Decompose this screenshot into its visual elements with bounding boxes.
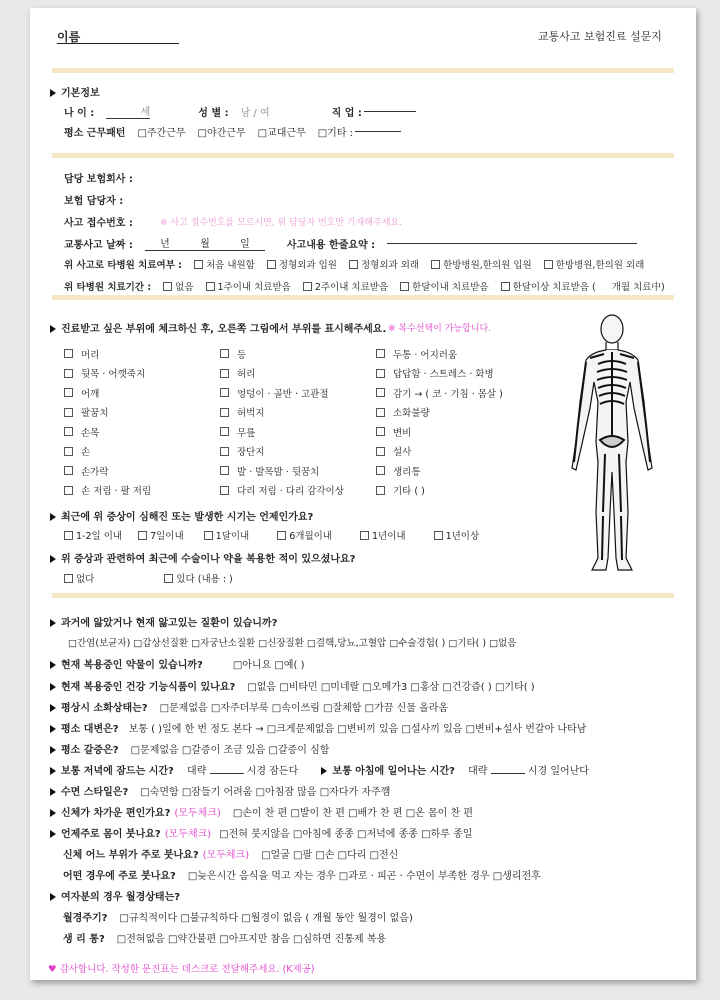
- swelling-where-row: 신체 어느 부위가 주로 붓나요? (모두체크) □얼굴 □팔 □손 □다리 □전신: [63, 850, 399, 861]
- arrow-icon: [50, 830, 56, 838]
- onset-opt-1[interactable]: 1-2일 이내: [64, 528, 122, 542]
- checkbox-icon: [220, 388, 229, 397]
- symptom-label: 어깨: [81, 388, 100, 400]
- symptom-label: 생리통: [393, 466, 421, 478]
- swelling-case-options[interactable]: □늦은시간 음식을 먹고 자는 경우 □과로 · 피곤 · 수면이 부족한 경우 □생리전후: [187, 871, 541, 882]
- symptom-col1-item[interactable]: [64, 403, 151, 423]
- arrow-icon: [50, 725, 56, 733]
- arrow-icon: [50, 513, 56, 521]
- job-field[interactable]: [364, 111, 416, 112]
- symptom-label: 두통 · 어지러움: [393, 349, 458, 361]
- shift-other-field[interactable]: [355, 131, 401, 132]
- cold-options[interactable]: □손이 찬 편 □발이 찬 편 □배가 찬 편 □온 몸이 찬 편: [232, 808, 473, 819]
- med-opt-yes[interactable]: 있다 (내용 : ): [164, 571, 232, 585]
- symptom-col2-item[interactable]: [220, 442, 344, 462]
- symptom-label: 머리: [81, 349, 100, 361]
- checkbox-icon: [376, 427, 385, 436]
- cycle-options[interactable]: □규칙적이다 □불규칙하다 □월경이 없음 ( 개월 동안 월경이 없음): [119, 913, 413, 924]
- bedtime-field[interactable]: [210, 773, 244, 774]
- onset-opt-4[interactable]: 6개월이내: [277, 528, 332, 542]
- disease-question: 과거에 앓았거나 현재 앓고있는 질환이 있습니까?: [50, 614, 277, 629]
- symptom-label: 뒷목 · 어깻죽지: [81, 369, 146, 381]
- sleep-time-row: 보통 저녁에 잠드는 시간? 대략 시경 잠든다 보통 아침에 일어나는 시간? 대략 시경 일어난다: [50, 762, 589, 777]
- arrow-icon: [50, 661, 56, 669]
- swelling-when-options[interactable]: □전혀 붓지않음 □아침에 종종 □저녁에 종종 □하루 종일: [219, 829, 473, 840]
- checkbox-icon: [220, 447, 229, 456]
- hospital-opt-1[interactable]: 처음 내원함: [194, 257, 255, 271]
- checkbox-icon: [220, 427, 229, 436]
- shift-rotating[interactable]: □교대근무: [257, 128, 306, 139]
- symptom-col1-item[interactable]: [64, 461, 151, 481]
- symptom-col2-item[interactable]: [220, 403, 344, 423]
- symptom-col3-item[interactable]: [376, 422, 503, 442]
- cycle-row: 월경주기? □규칙적이다 □불규칙하다 □월경이 없음 ( 개월 동안 월경이 없음): [63, 913, 413, 924]
- cramp-row: 생 리 통? □전혀없음 □약간불편 □아프지만 참음 □심하면 진통제 복용: [63, 934, 387, 945]
- thirst-row: 평소 갈증은? □문제없음 □갈증이 조금 있음 □갈증이 심함: [50, 741, 329, 756]
- onset-opt-2[interactable]: 7일이내: [138, 528, 184, 542]
- basic-row-1: 나 이 : 세 성 별 : 남 / 여 직 업 :: [64, 103, 428, 119]
- symptom-col1-item[interactable]: [64, 442, 151, 462]
- symptom-label: 기타 ( ): [393, 486, 425, 498]
- symptom-col-2: [220, 344, 344, 500]
- symptom-col1-item[interactable]: [64, 364, 151, 384]
- summary-field[interactable]: [387, 243, 637, 244]
- thirst-options[interactable]: □문제없음 □갈증이 조금 있음 □갈증이 심함: [130, 745, 330, 756]
- med-row: [64, 571, 245, 585]
- period-opt-2[interactable]: 1주이내 치료받음: [206, 279, 291, 293]
- hospital-opt-5[interactable]: 한방병원,한의원 외래: [544, 257, 645, 271]
- questionnaire-page: [30, 8, 696, 980]
- symptom-label: 팔꿈치: [81, 408, 109, 420]
- basic-heading: 기본정보: [50, 84, 100, 99]
- shift-day[interactable]: □주간근무: [137, 128, 186, 139]
- arrow-icon: [50, 767, 56, 775]
- symptom-label: 등: [237, 349, 247, 361]
- arrow-icon: [321, 767, 327, 775]
- symptom-label: 허리: [237, 369, 256, 381]
- onset-opt-5[interactable]: 1년이내: [360, 528, 406, 542]
- checkbox-icon: [220, 369, 229, 378]
- drug-row: 현재 복용중인 약물이 있습니까? □아니요 □예( ): [50, 656, 305, 671]
- checkbox-icon: [376, 349, 385, 358]
- checkbox-icon: [376, 388, 385, 397]
- checkbox-icon: [220, 349, 229, 358]
- drug-options[interactable]: □아니요 □예( ): [232, 660, 305, 671]
- symptom-label: 손 저림 · 팔 저림: [81, 486, 152, 498]
- accident-date-field[interactable]: 년 월 일: [145, 235, 265, 251]
- period-opt-3[interactable]: 2주이내 치료받음: [303, 279, 388, 293]
- onset-opt-3[interactable]: 1달이내: [204, 528, 250, 542]
- onset-question: 최근에 위 증상이 심해진 또는 발생한 시기는 언제인가요?: [50, 508, 313, 523]
- sleep-style-row: 수면 스타일은? □숙면함 □잠들기 어려움 □아침잠 많음 □자다가 자주깸: [50, 783, 390, 798]
- digestion-options[interactable]: □문제없음 □자주더부룩 □속이쓰림 □잘체함 □가끔 신물 올라옴: [159, 703, 449, 714]
- arrow-icon: [50, 809, 56, 817]
- arrow-icon: [50, 746, 56, 754]
- symptom-col3-item[interactable]: [376, 383, 503, 403]
- symptom-col2-item[interactable]: [220, 383, 344, 403]
- company-label: 담당 보험회사 :: [64, 174, 133, 185]
- swelling-where-options[interactable]: □얼굴 □팔 □손 □다리 □전신: [261, 850, 399, 861]
- checkbox-icon: [376, 466, 385, 475]
- symptom-col2-item[interactable]: [220, 344, 344, 364]
- arrow-icon: [50, 325, 56, 333]
- claim-label: 사고 접수번호 :: [64, 218, 133, 229]
- onset-row: [64, 528, 491, 542]
- supplement-row: 현재 복용중인 건강 기능식품이 있나요? □없음 □비타민 □미네랄 □오메가3 □홍삼 □건강즙( ) □기타( ): [50, 678, 535, 693]
- period-opt-1[interactable]: 없음: [163, 279, 193, 293]
- symptom-col2-item[interactable]: [220, 422, 344, 442]
- period-row: 위 타병원 치료기간 : 없음 1주이내 치료받음 2주이내 치료받음 한달이내 치료받음 한달이상 치료받음 ( 개월 치료中): [64, 279, 677, 293]
- symptom-col3-item[interactable]: [376, 481, 503, 501]
- symptom-label: 손목: [81, 427, 100, 439]
- hospital-row: 위 사고로 타병원 치료여부 : 처음 내원함 정형외과 입원 정형외과 외래 한방병원,한의원 입원 한방병원,한의원 외래: [64, 257, 656, 271]
- med-question: 위 증상과 관련하여 최근에 수술이나 약을 복용한 적이 있으셨나요?: [50, 550, 355, 565]
- symptom-col3-item[interactable]: [376, 344, 503, 364]
- swelling-when-row: 언제주로 몸이 붓나요? (모두체크) □전혀 붓지않음 □아침에 종종 □저녁에 종종 □하루 종일: [50, 825, 472, 840]
- symptom-col1-item[interactable]: [64, 481, 151, 501]
- arrow-icon: [50, 683, 56, 691]
- sleep-style-options[interactable]: □숙면함 □잠들기 어려움 □아침잠 많음 □자다가 자주깸: [140, 787, 391, 798]
- symptom-heading: 진료받고 싶은 부위에 체크하신 후, 오른쪽 그림에서 부위를 표시해주세요.: [50, 320, 386, 335]
- hospital-opt-4[interactable]: 한방병원,한의원 입원: [431, 257, 532, 271]
- checkbox-icon: [376, 408, 385, 417]
- shift-night[interactable]: □야간근무: [197, 128, 246, 139]
- checkbox-icon: [376, 447, 385, 456]
- symptom-col3-item[interactable]: [376, 461, 503, 481]
- arrow-icon: [50, 893, 56, 901]
- claim-note: ※ 사고 접수번호를 모르시면, 위 담당자 번호만 기재해주세요.: [160, 218, 402, 228]
- symptom-col1-item[interactable]: [64, 344, 151, 364]
- symptom-col3-item[interactable]: [376, 403, 503, 423]
- symptom-col2-item[interactable]: [220, 481, 344, 501]
- hospital-opt-2[interactable]: 정형외과 입원: [267, 257, 337, 271]
- symptom-col2-item[interactable]: [220, 364, 344, 384]
- arrow-icon: [50, 704, 56, 712]
- name-field[interactable]: [57, 43, 179, 44]
- onset-opt-6[interactable]: 1년이상: [434, 528, 480, 542]
- symptom-label: 설사: [393, 447, 412, 459]
- symptom-label: 변비: [393, 427, 412, 439]
- checkbox-icon: [64, 447, 73, 456]
- symptom-label: 감기 → ( 코 · 기침 · 몸살 ): [393, 388, 503, 400]
- symptom-label: 장단지: [237, 447, 265, 459]
- period-opt-4[interactable]: 한달이내 치료받음: [400, 279, 488, 293]
- med-opt-no[interactable]: 없다: [64, 571, 94, 585]
- symptom-col1-item[interactable]: [64, 383, 151, 403]
- section-divider: [52, 153, 674, 158]
- symptom-label: 발 · 발목발 · 뒷꿈치: [237, 466, 320, 478]
- section-divider: [52, 68, 674, 73]
- checkbox-icon: [64, 427, 73, 436]
- skeleton-figure[interactable]: [562, 312, 662, 578]
- checkbox-icon: [64, 369, 73, 378]
- symptom-label: 손가락: [81, 466, 109, 478]
- stool-row: 평소 대변은? 보통 ( )일에 한 번 정도 본다 → □크게문제없음 □변비끼 있음 □설사끼 있음 □변비+설사 번갈아 나타남: [50, 720, 586, 735]
- cramp-options[interactable]: □전혀없음 □약간불편 □아프지만 참음 □심하면 진통제 복용: [116, 934, 387, 945]
- symptom-col3-item[interactable]: [376, 442, 503, 462]
- arrow-icon: [50, 555, 56, 563]
- symptom-label: 무릎: [237, 427, 256, 439]
- period-opt-5[interactable]: 한달이상 치료받음 (: [501, 279, 596, 293]
- footer-thanks: ♥ 감사합니다. 작성한 문진표는 데스크로 전달해주세요. (K제공): [48, 964, 315, 975]
- heart-icon: ♥: [48, 964, 57, 975]
- checkbox-icon: [220, 486, 229, 495]
- symptom-col-1: [64, 344, 151, 500]
- checkbox-icon: [64, 408, 73, 417]
- symptom-col1-item[interactable]: [64, 422, 151, 442]
- symptom-col3-item[interactable]: [376, 364, 503, 384]
- hospital-opt-3[interactable]: 정형외과 외래: [349, 257, 419, 271]
- menstrual-question: 여자분의 경우 월경상태는?: [50, 888, 180, 903]
- checkbox-icon: [376, 486, 385, 495]
- symptom-label: 손: [81, 447, 91, 459]
- checkbox-icon: [64, 486, 73, 495]
- symptom-col-3: [376, 344, 503, 500]
- symptom-label: 다리 저림 · 다리 감각이상: [237, 486, 344, 498]
- digestion-row: 평상시 소화상태는? □문제없음 □자주더부룩 □속이쓰림 □잘체함 □가끔 신물 올라옴: [50, 699, 448, 714]
- stool-options[interactable]: 보통 ( )일에 한 번 정도 본다 → □크게문제없음 □변비끼 있음 □설사끼 있음 □변비+설사 번갈아 나타남: [128, 724, 587, 735]
- section-divider: [52, 295, 674, 300]
- checkbox-icon: [376, 369, 385, 378]
- symptom-label: 소화불량: [393, 408, 430, 420]
- checkbox-icon: [64, 466, 73, 475]
- manager-label: 보험 담당자 :: [64, 196, 124, 207]
- form-title: 교통사고 보험진료 설문지: [538, 30, 662, 43]
- swelling-case-row: 어떤 경우에 주로 붓나요? □늦은시간 음식을 먹고 자는 경우 □과로 · 피곤 · 수면이 부족한 경우 □생리전후: [63, 871, 541, 882]
- symptom-label: 답답함 · 스트레스 · 화병: [393, 369, 494, 381]
- cold-row: 신체가 차가운 편인가요? (모두체크) □손이 찬 편 □발이 찬 편 □배가 찬 편 □온 몸이 찬 편: [50, 804, 473, 819]
- section-divider: [52, 593, 674, 598]
- symptom-label: 엉덩이 · 골반 · 고관절: [237, 388, 329, 400]
- arrow-icon: [50, 89, 56, 97]
- sex-field[interactable]: 남 / 여: [240, 107, 270, 119]
- symptom-label: 허벅지: [237, 408, 265, 420]
- shift-row: 평소 근무패턴 □주간근무 □야간근무 □교대근무 □기타 :: [64, 124, 413, 139]
- checkbox-icon: [64, 388, 73, 397]
- shift-other[interactable]: □기타 :: [317, 128, 354, 139]
- checkbox-icon: [220, 466, 229, 475]
- disease-options[interactable]: □간염(보균자) □갑상선질환 □자궁난소질환 □신장질환 □결핵,당뇨,고혈압 □수술경험( ) □기타( ) □없음: [68, 638, 517, 649]
- waketime-field[interactable]: [491, 773, 525, 774]
- arrow-icon: [50, 619, 56, 627]
- symptom-note: ※ 복수선택이 가능합니다.: [388, 324, 492, 334]
- age-field[interactable]: 세: [106, 103, 150, 119]
- name-label: 이름: [57, 30, 81, 44]
- date-row: 교통사고 날짜 : 년 월 일 사고내용 한줄요약 :: [64, 235, 649, 251]
- symptom-col2-item[interactable]: [220, 461, 344, 481]
- checkbox-icon: [220, 408, 229, 417]
- supplement-options[interactable]: □없음 □비타민 □미네랄 □오메가3 □홍삼 □건강즙( ) □기타( ): [247, 682, 535, 693]
- checkbox-icon: [64, 349, 73, 358]
- arrow-icon: [50, 788, 56, 796]
